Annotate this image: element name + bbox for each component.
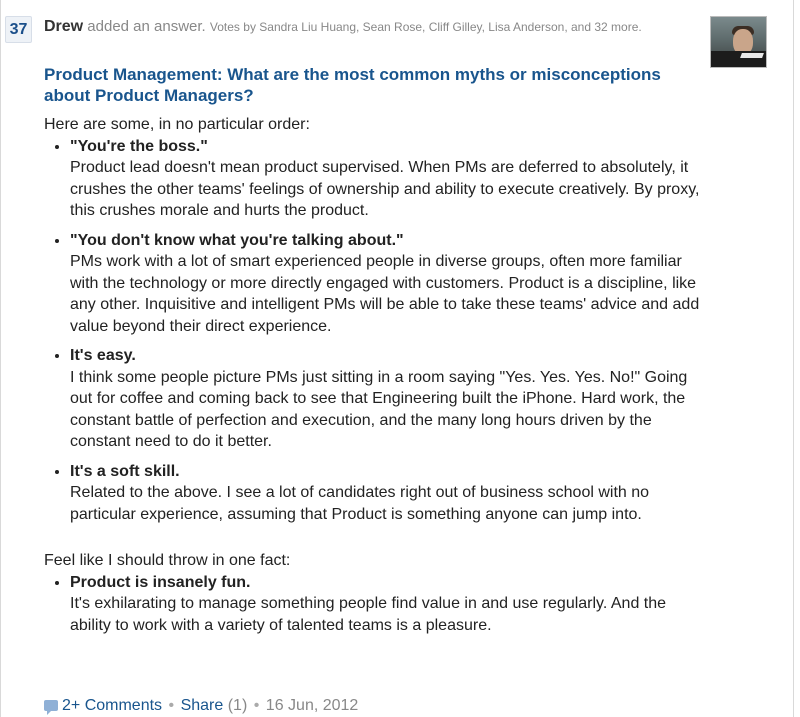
myth-text: PMs work with a lot of smart experienced people in diverse groups, often more familiar with the technology or more directly engaged with customers. Product is a discipline, like any other. Inquisitive and intelligent PMs will be able to take these teams' advice and add value beyond their direct experience.	[70, 253, 700, 335]
answer-footer	[44, 696, 704, 716]
fact-intro: Feel like I should throw in one fact:	[44, 552, 291, 569]
vote-count-badge[interactable]: 37	[5, 16, 32, 43]
answer-body	[44, 114, 704, 644]
question-link[interactable]: Product Management: What are the most common myths or misconceptions about Product Managers?	[44, 65, 661, 105]
myth-title: • It's easy.	[70, 347, 136, 364]
myth-title: • It's a soft skill.	[70, 462, 180, 480]
avatar[interactable]	[710, 16, 767, 68]
avatar-laptop-logo	[740, 53, 764, 58]
list-item	[70, 345, 704, 453]
separator-dot: •	[253, 697, 260, 714]
fact-text: It's exhilarating to manage something people find value in and use regularly. And the ability to work with a variety of talented teams is a pleasure.	[70, 595, 667, 634]
facts-list	[44, 572, 704, 637]
comments-link[interactable]: 2+ Comments	[62, 697, 163, 714]
answer-intro: Here are some, in no particular order:	[44, 116, 310, 133]
myth-text: Product lead doesn't mean product supervised. When PMs are deferred to absolutely, it crushes the other teams' feelings of ownership and ability to execute creatively. By proxy, this crushes morale and hurts the product.	[70, 159, 700, 219]
share-link[interactable]: Share	[180, 697, 224, 714]
list-item	[70, 136, 704, 222]
separator-dot: •	[168, 697, 175, 714]
list-item	[70, 230, 704, 338]
comment-icon[interactable]	[44, 700, 58, 711]
fact-title: • Product is insanely fun.	[70, 573, 251, 591]
action-text: added an answer.	[87, 18, 206, 35]
share-count: (1)	[227, 697, 248, 714]
myths-list	[44, 136, 704, 526]
author-name[interactable]: Drew	[44, 18, 84, 35]
myth-title: • "You don't know what you're talking about."	[70, 231, 404, 249]
list-item	[70, 572, 704, 637]
myth-text: I think some people picture PMs just sitting in a room saying "Yes. Yes. Yes. No!" Going out for coffee and coming back to see that Engineering built the iPhone. Hard work, the constant battle of perfection and execution, and the many long hours driven by the constant need to do it better.	[70, 368, 688, 450]
voters-list[interactable]: Votes by Sandra Liu Huang, Sean Rose, Cliff Gilley, Lisa Anderson, and 32 more.	[209, 20, 642, 34]
myth-title: • "You're the boss."	[70, 137, 208, 155]
myth-text: Related to the above. I see a lot of candidates right out of business school with no particular experience, assuming that Product is something anyone can jump into.	[70, 484, 650, 523]
answer-date[interactable]: 16 Jun, 2012	[265, 697, 359, 714]
answer-header	[44, 16, 684, 38]
list-item	[70, 461, 704, 526]
